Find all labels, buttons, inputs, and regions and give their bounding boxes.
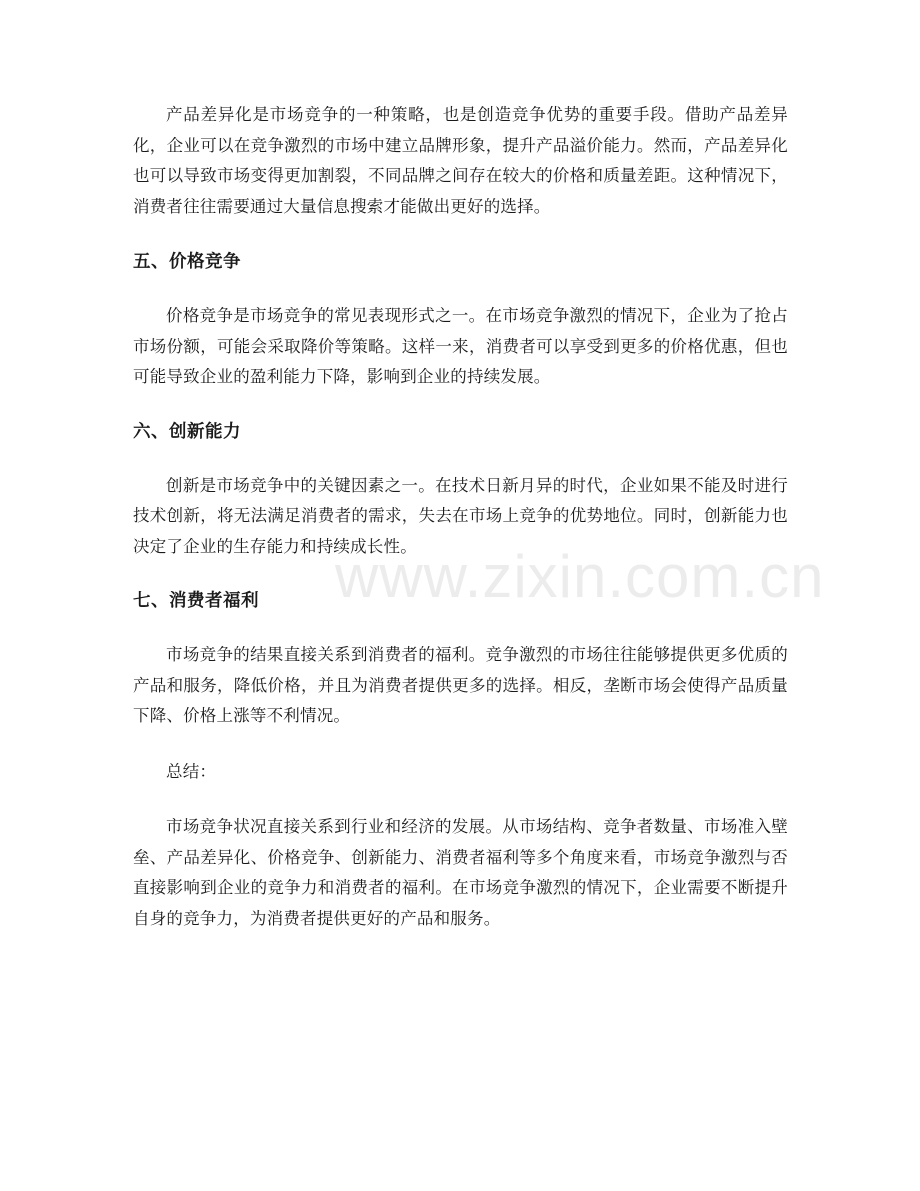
document-body	[133, 100, 788, 934]
section-heading-price-competition: 五、价格竞争	[133, 252, 241, 272]
section-paragraph-innovation: 创新是市场竞争中的关键因素之一。在技术日新月异的时代，企业如果不能及时进行技术创新，将无法满足消费者的需求，失去在市场上竞争的优势地位。同时，创新能力也决定了企业的生存能力和持续成长性。	[133, 475, 788, 556]
section-paragraph-price-competition: 价格竞争是市场竞争的常见表现形式之一。在市场竞争激烈的情况下，企业为了抢占市场份额，可能会采取降价等策略。这样一来，消费者可以享受到更多的价格优惠，但也可能导致企业的盈利能力下降，影响到企业的持续发展。	[133, 306, 788, 386]
summary-paragraph: 市场竞争状况直接关系到行业和经济的发展。从市场结构、竞争者数量、市场准入壁垒、产品差异化、价格竞争、创新能力、消费者福利等多个角度来看，市场竞争激烈与否直接影响到企业的竞争力和消费者的福利。在市场竞争激烈的情况下，企业需要不断提升自身的竞争力，为消费者提供更好的产品和服务。	[133, 817, 788, 928]
watermark: www.zixin.com.cn	[335, 543, 825, 610]
section-paragraph-consumer-welfare: 市场竞争的结果直接关系到消费者的福利。竞争激烈的市场往往能够提供更多优质的产品和服务，降低价格，并且为消费者提供更多的选择。相反，垄断市场会使得产品质量下降、价格上涨等不利情况。	[133, 645, 788, 725]
intro-paragraph: 产品差异化是市场竞争的一种策略，也是创造竞争优势的重要手段。借助产品差异化，企业可以在竞争激烈的市场中建立品牌形象，提升产品溢价能力。然而，产品差异化也可以导致市场变得更加割裂，不同品牌之间存在较大的价格和质量差距。这种情况下，消费者往往需要通过大量信息搜索才能做出更好的选择。	[133, 105, 788, 216]
section-heading-innovation: 六、创新能力	[133, 421, 241, 442]
summary-label: 总结：	[166, 761, 217, 781]
section-heading-consumer-welfare: 七、消费者福利	[133, 591, 259, 611]
